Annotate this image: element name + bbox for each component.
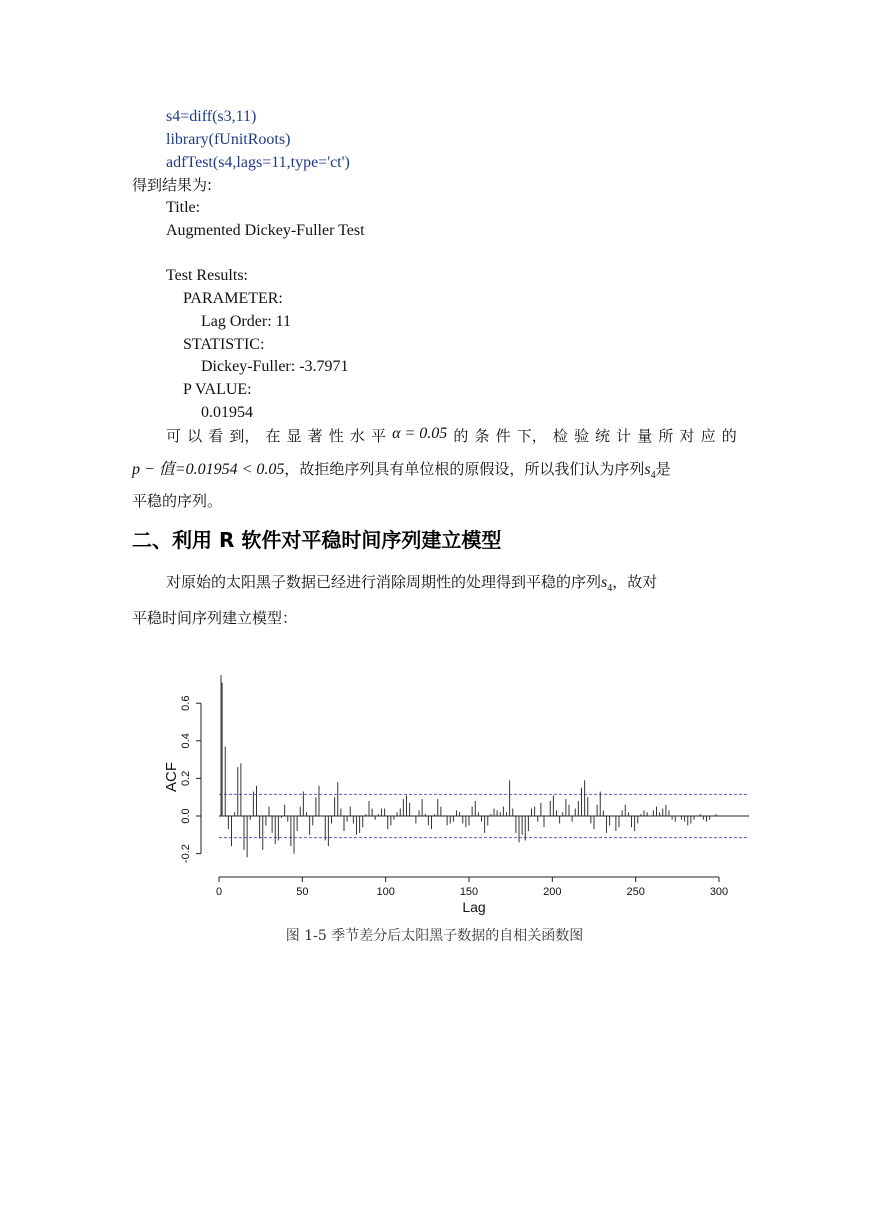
code-line: library(fUnitRoots) [166,131,291,148]
para1-line1: 可 以 看 到， 在 显 著 性 水 平 α = 0.05 的 条 件 下， 检 验 统 计 量 所 对 应 的 [166,425,737,445]
acf-chart [155,665,755,920]
x-tick-label: 150 [459,886,479,898]
y-tick-label: -0.2 [180,844,192,864]
figure-caption: 图 1-5 季节差分后太阳黑子数据的自相关函数图 [285,928,584,944]
x-tick-label: 100 [376,886,395,898]
code-line: s4=diff(s3,11) [166,108,257,125]
x-tick-label: 50 [296,886,309,898]
x-axis-label: Lag [462,899,486,915]
y-tick-label: 0.0 [180,808,192,824]
series-var: s [644,461,651,478]
output-results-label: Test Results: [166,267,248,284]
y-tick-label: 0.4 [180,733,192,749]
para2-line2: 平稳时间序列建立模型： [132,609,298,627]
output-parameter-label: PARAMETER: [183,290,283,307]
output-dickey-fuller: Dickey-Fuller: -3.7971 [201,358,349,375]
x-tick-label: 0 [215,886,223,898]
y-axis-label: ACF [163,762,180,792]
series-var: s [601,574,608,591]
output-pvalue: 0.01954 [201,404,253,421]
x-tick-label: 250 [626,886,645,898]
alpha-expression: α = 0.05 [392,425,448,442]
section-heading: 二、利用 R 软件对平稳时间序列建立模型 [132,528,502,552]
output-statistic-label: STATISTIC: [183,336,265,353]
output-pvalue-label: P VALUE: [183,381,252,398]
para2-line1: 对原始的太阳黑子数据已经进行消除周期性的处理得到平稳的序列$s_4$，故对 [166,573,658,594]
y-tick-label: 0.6 [180,695,192,711]
y-tick-label: 0.2 [180,770,192,787]
x-tick-label: 300 [709,886,729,898]
para1-line2: p − 值=0.01954 < 0.05，故拒绝序列具有单位根的原假设，所以我们认为序列$s_4$是 [132,460,671,481]
pvalue-expression: p − 值=0.01954 < 0.05 [132,461,285,478]
output-lag-order: Lag Order: 11 [201,313,292,330]
output-test-name: Augmented Dickey-Fuller Test [166,222,365,239]
code-line: adfTest(s4,lags=11,type='ct') [166,154,350,171]
output-title-label: Title: [166,199,201,216]
acf-plot-area [180,675,749,898]
x-tick-label: 200 [543,886,562,898]
para1-line3: 平稳的序列。 [132,492,223,510]
result-intro: 得到结果为: [132,176,213,194]
